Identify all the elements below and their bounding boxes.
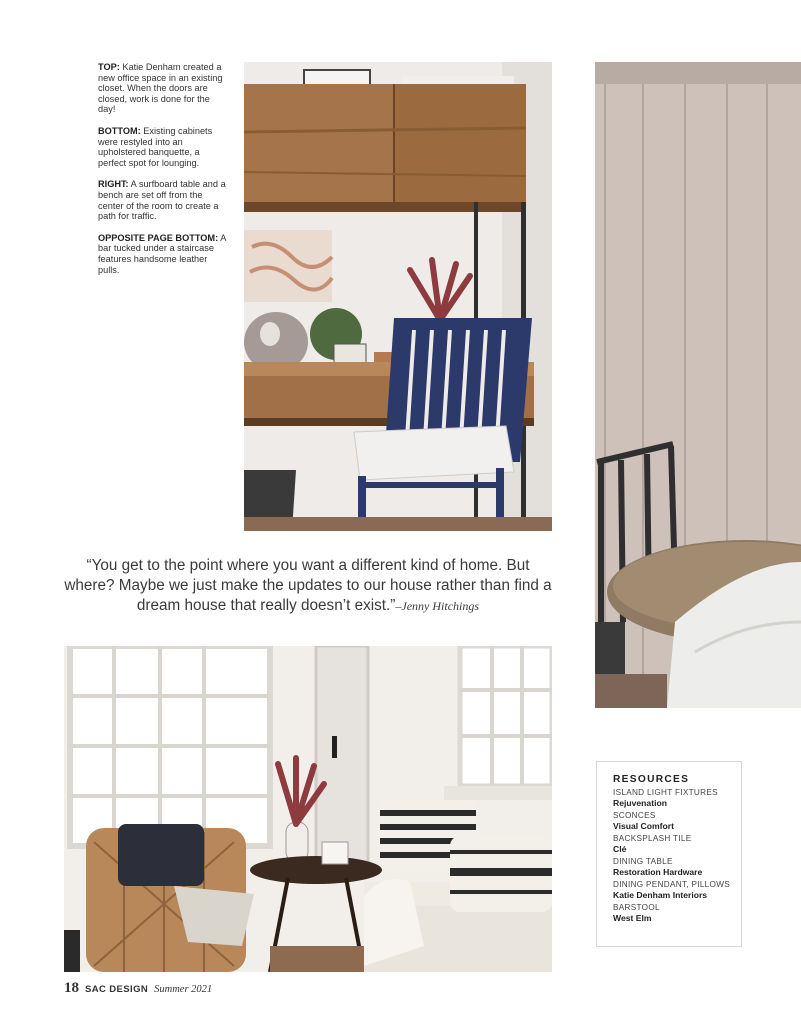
resource-value: Katie Denham Interiors [613, 890, 708, 900]
pull-quote-author: –Jenny Hitchings [395, 599, 480, 613]
resource-label: SCONCES [613, 811, 656, 820]
resource-value: Clé [613, 844, 627, 854]
resource-value: Visual Comfort [613, 821, 674, 831]
photo-captions [98, 62, 228, 286]
caption-opposite-page-bottom: OPPOSITE PAGE BOTTOM: A bar tucked under a staircase features handsome leather pulls. [98, 232, 226, 275]
resource-item [613, 811, 741, 831]
resource-item [613, 857, 741, 877]
resource-label: BARSTOOL [613, 903, 660, 912]
banquette-illustration [64, 646, 552, 972]
closet-office-illustration [244, 62, 552, 531]
resources-title: RESOURCES [613, 774, 690, 785]
resource-label: DINING PENDANT, PILLOWS [613, 880, 730, 889]
photo-dining-nook [595, 62, 801, 708]
caption-bottom: BOTTOM: Existing cabinets were restyled into an upholstered banquette, a perfect spot for lounging. [98, 125, 213, 168]
pull-quote-text: “You get to the point where you want a different kind of home. But where? Maybe we just make the updates to our house rather than find a dream house that really doesn’t exist.” [64, 557, 552, 614]
resource-label: ISLAND LIGHT FIXTURES [613, 788, 718, 797]
issue-date: Summer 2021 [154, 984, 213, 995]
dining-nook-illustration [595, 62, 801, 708]
resource-value: Rejuvenation [613, 798, 667, 808]
resource-item [613, 788, 741, 808]
resource-item [613, 903, 741, 923]
resource-item [613, 880, 741, 900]
resource-item [613, 834, 741, 854]
photo-closet-office [244, 62, 552, 531]
page-number: 18 [64, 980, 79, 996]
magazine-name: SAC DESIGN [85, 984, 149, 995]
photo-banquette [64, 646, 552, 972]
page-footer [64, 980, 212, 997]
caption-right: RIGHT: A surfboard table and a bench are set off from the center of the room to create a path for traffic. [98, 179, 226, 222]
resources-box [596, 761, 742, 947]
resource-label: DINING TABLE [613, 857, 673, 866]
caption-top: TOP: Katie Denham created a new office space in an existing closet. When the doors are closed, work is done for the day! [98, 62, 223, 115]
resource-label: BACKSPLASH TILE [613, 834, 692, 843]
resource-value: Restoration Hardware [613, 867, 703, 877]
pull-quote [64, 556, 552, 616]
resource-value: West Elm [613, 913, 652, 923]
